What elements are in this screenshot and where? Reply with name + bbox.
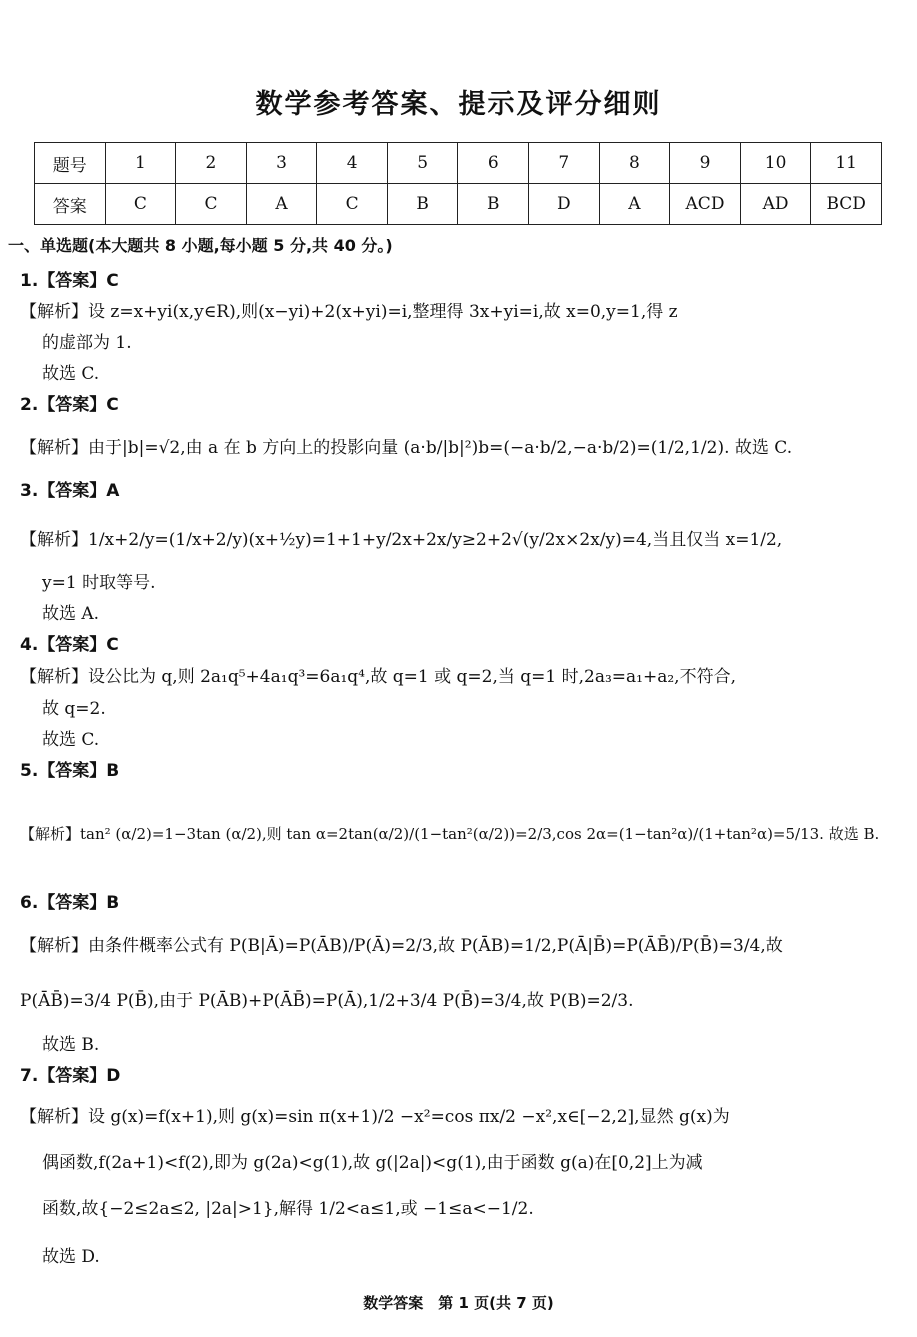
- table-cell: 8: [599, 143, 670, 184]
- answer-line: 2.【答案】C: [20, 395, 119, 415]
- page-footer: 数学答案 第 1 页(共 7 页): [363, 1294, 554, 1312]
- table-cell: C: [105, 184, 176, 225]
- table-cell: A: [599, 184, 670, 225]
- solution-line: 故选 A.: [42, 604, 100, 624]
- page-title: 数学参考答案、提示及评分细则: [255, 89, 662, 120]
- answer-line: 3.【答案】A: [20, 481, 120, 501]
- solution-line: 【解析】设 z=x+yi(x,y∈R),则(x−yi)+2(x+yi)=i,整理得 3x+yi=i,故 x=0,y=1,得 z: [20, 302, 678, 322]
- solution-line: 【解析】由于|b|=√2,由 a 在 b 方向上的投影向量 (a·b/|b|²)b=(−a·b/2,−a·b/2)=(1/2,1/2). 故选 C.: [20, 438, 793, 458]
- table-cell: BCD: [811, 184, 882, 225]
- table-cell: D: [529, 184, 600, 225]
- solution-line: 故选 C.: [42, 730, 100, 750]
- table-row-numbers: [35, 143, 882, 184]
- answer-table: [34, 142, 882, 225]
- solution-line: 【解析】设 g(x)=f(x+1),则 g(x)=sin π(x+1)/2 −x²=cos πx/2 −x²,x∈[−2,2],显然 g(x)为: [20, 1107, 730, 1127]
- row-label: 题号: [35, 143, 106, 184]
- answer-line: 7.【答案】D: [20, 1066, 121, 1086]
- answer-line: 6.【答案】B: [20, 893, 120, 913]
- section-title: 一、单选题(本大题共 8 小题,每小题 5 分,共 40 分。): [8, 236, 393, 255]
- table-cell: 1: [105, 143, 176, 184]
- table-cell: 11: [811, 143, 882, 184]
- solution-line: 【解析】设公比为 q,则 2a₁q⁵+4a₁q³=6a₁q⁴,故 q=1 或 q=2,当 q=1 时,2a₃=a₁+a₂,不符合,: [20, 667, 736, 687]
- answer-line: 4.【答案】C: [20, 635, 119, 655]
- row-label: 答案: [35, 184, 106, 225]
- table-cell: C: [176, 184, 247, 225]
- table-cell: 4: [317, 143, 388, 184]
- solution-line: 故选 C.: [42, 364, 100, 384]
- table-row-answers: [35, 184, 882, 225]
- table-cell: ACD: [670, 184, 741, 225]
- answer-line: 1.【答案】C: [20, 271, 119, 291]
- table-cell: B: [387, 184, 458, 225]
- table-cell: B: [458, 184, 529, 225]
- solution-line: P(ĀB̄)=3/4 P(B̄),由于 P(ĀB)+P(ĀB̄)=P(Ā),1/2+3/4 P(B̄)=3/4,故 P(B)=2/3.: [20, 991, 634, 1011]
- table-cell: A: [246, 184, 317, 225]
- solution-line: 故 q=2.: [42, 699, 106, 719]
- table-cell: 10: [740, 143, 811, 184]
- solution-line: 【解析】tan² (α/2)=1−3tan (α/2),则 tan α=2tan(α/2)/(1−tan²(α/2))=2/3,cos 2α=(1−tan²α)/(1+tan²α)=5/13. 故选 B.: [20, 825, 880, 843]
- table-cell: 3: [246, 143, 317, 184]
- answer-line: 5.【答案】B: [20, 761, 120, 781]
- solution-line: 【解析】由条件概率公式有 P(B|Ā)=P(ĀB)/P(Ā)=2/3,故 P(ĀB)=1/2,P(Ā|B̄)=P(ĀB̄)/P(B̄)=3/4,故: [20, 936, 783, 956]
- solution-line: 故选 B.: [42, 1035, 100, 1055]
- solution-line: 的虚部为 1.: [42, 333, 132, 353]
- table-cell: 2: [176, 143, 247, 184]
- solution-line: 函数,故{−2≤2a≤2, |2a|>1},解得 1/2<a≤1,或 −1≤a<−1/2.: [42, 1199, 534, 1219]
- solution-line: 故选 D.: [42, 1247, 100, 1267]
- table-cell: C: [317, 184, 388, 225]
- table-cell: AD: [740, 184, 811, 225]
- solution-line: 【解析】1/x+2/y=(1/x+2/y)(x+½y)=1+1+y/2x+2x/y≥2+2√(y/2x×2x/y)=4,当且仅当 x=1/2,: [20, 530, 783, 550]
- solution-line: 偶函数,f(2a+1)<f(2),即为 g(2a)<g(1),故 g(|2a|)<g(1),由于函数 g(a)在[0,2]上为减: [42, 1153, 703, 1173]
- solution-line: y=1 时取等号.: [42, 573, 156, 593]
- table-cell: 7: [529, 143, 600, 184]
- table-cell: 9: [670, 143, 741, 184]
- table-cell: 5: [387, 143, 458, 184]
- table-cell: 6: [458, 143, 529, 184]
